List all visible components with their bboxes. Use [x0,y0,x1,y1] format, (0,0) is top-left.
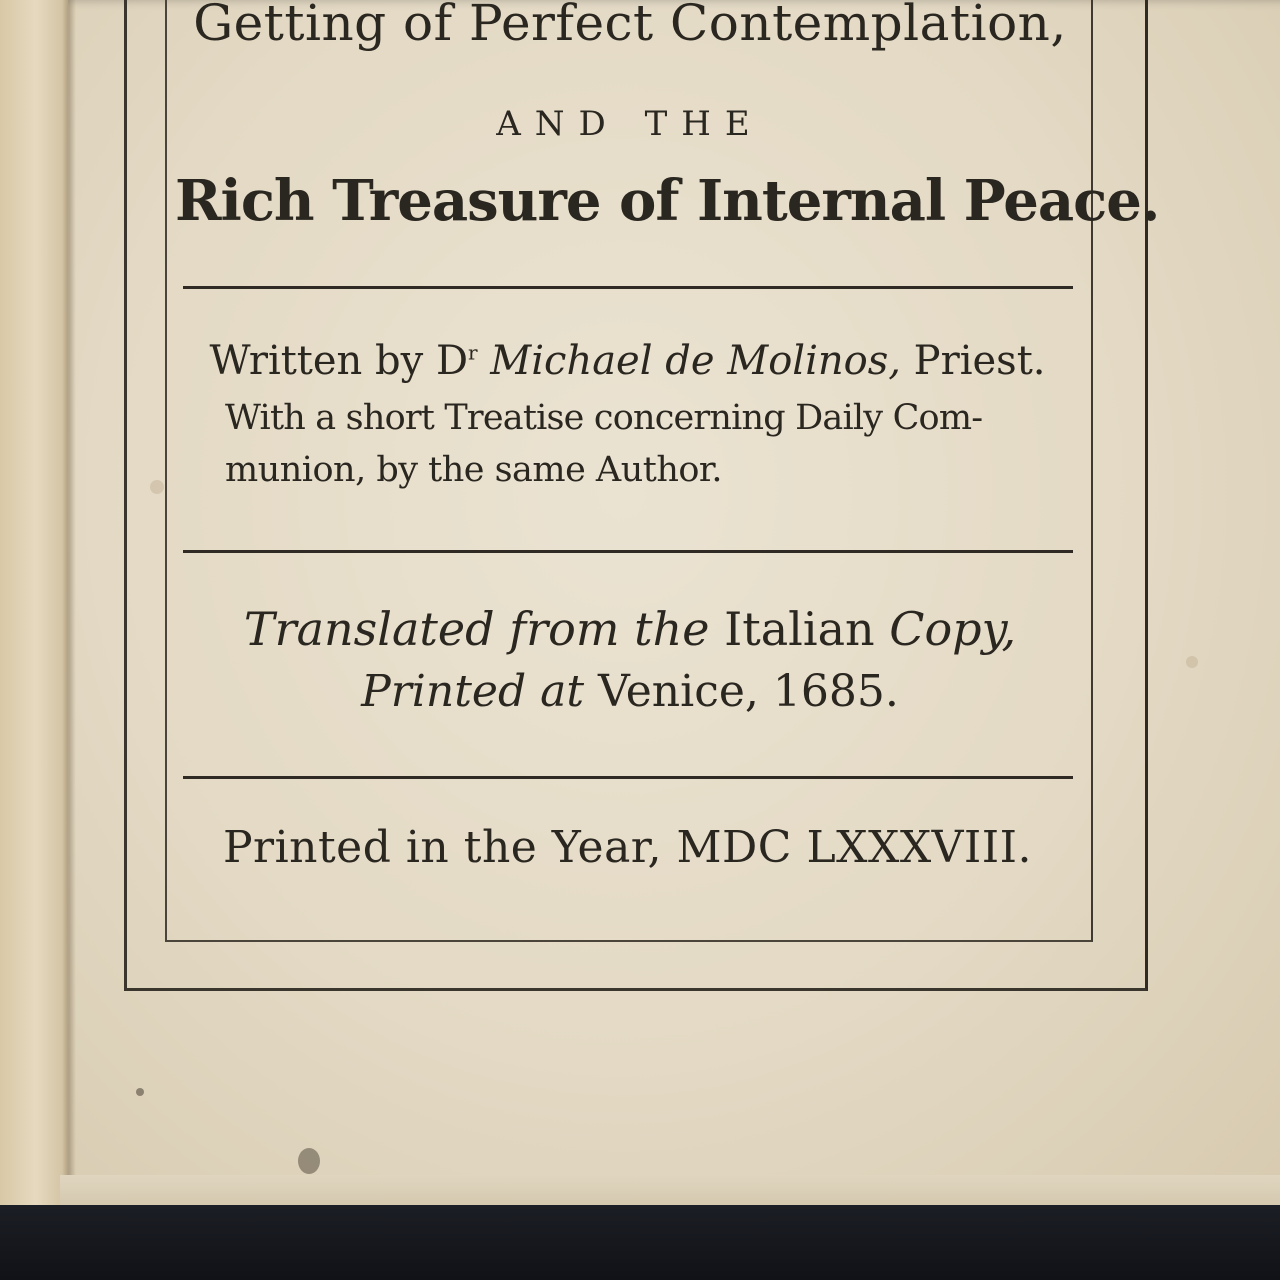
translated-language: Italian [724,602,875,656]
printed-at-line [200,666,1060,717]
foxing-spot [1186,656,1198,668]
book-gutter [62,0,76,1230]
imprint-line: Printed in the Year, MDC LXXXVIII. [222,822,1033,873]
author-lead: Written by D [209,338,469,384]
translated-italic: Translated from the [243,602,710,656]
author-title: Priest. [913,338,1046,384]
section-rule [183,776,1073,779]
author-superscript: r [468,340,478,365]
printed-at-italic: Printed at [361,666,585,717]
translated-line [200,602,1060,656]
author-line [180,338,1075,384]
author-name: Michael de Molinos, [490,338,901,384]
printed-city-year: Venice, 1685. [598,666,899,717]
section-rule [183,550,1073,553]
foxing-spot [136,1088,144,1096]
connector-and-the: AND THE [496,104,764,144]
translated-copy: Copy, [889,602,1017,656]
section-rule [183,286,1073,289]
subtitle-line: Getting of Perfect Contemplation, [193,0,1067,52]
wormhole [298,1148,320,1174]
book-binding [0,1205,1280,1280]
treatise-line-1: With a short Treatise concerning Daily Com- [225,398,983,438]
blackletter-title: Rich Treasure of Internal Peace. [175,168,1160,234]
treatise-line-2: munion, by the same Author. [225,450,722,490]
